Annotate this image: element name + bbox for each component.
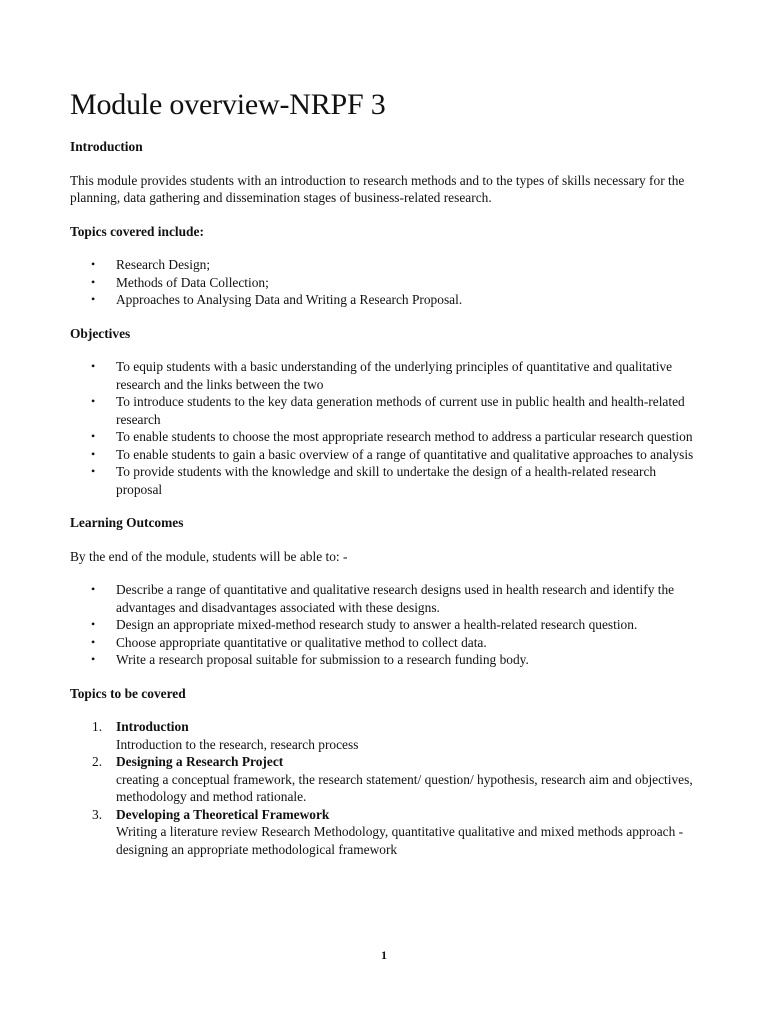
bullet-icon: • [91, 292, 96, 306]
objectives-list [70, 358, 698, 498]
list-item [70, 463, 698, 498]
list-item-text: To enable students to gain a basic overview of a range of quantitative and qualitative approaches to analysis [116, 446, 694, 462]
topics-covered-list [70, 256, 698, 309]
list-item-text: Methods of Data Collection; [116, 274, 269, 290]
list-item-text: Introduction to the research, research process [116, 736, 359, 752]
bullet-icon: • [91, 464, 96, 478]
list-item-title: Developing a Theoretical Framework [116, 806, 330, 822]
list-item [70, 806, 698, 859]
list-item-number: 3. [92, 806, 103, 822]
bullet-icon: • [91, 274, 96, 289]
introduction-heading: Introduction [70, 139, 143, 154]
list-item-title: Introduction [116, 719, 189, 734]
list-item [70, 616, 698, 634]
objectives-heading: Objectives [70, 325, 131, 341]
topics-covered-heading: Topics covered include: [70, 223, 204, 239]
list-item [70, 256, 698, 274]
list-item-text: creating a conceptual framework, the research statement/ question/ hypothesis, research aim and objectives, methodology and method rationale. [116, 771, 693, 804]
list-item [70, 291, 698, 309]
list-item [70, 753, 698, 806]
list-item-text: Research Design; [116, 257, 211, 272]
list-item-text: Describe a range of quantitative and qualitative research designs used in health research and identify the advantages and disadvantages associated with these designs. [116, 582, 675, 615]
bullet-icon: • [91, 394, 96, 408]
introduction-text: This module provides students with an introduction to research methods and to the types of skills necessary for the planning, data gathering and dissemination stages of business-related research. [70, 172, 685, 205]
list-item-text: To equip students with a basic understanding of the underlying principles of quantitative and qualitative research and the links between the two [116, 359, 673, 392]
learning-outcomes-list [70, 581, 698, 669]
learning-outcomes-heading: Learning Outcomes [70, 515, 184, 530]
bullet-icon: • [91, 582, 96, 596]
list-item-text: Choose appropriate quantitative or qualitative method to collect data. [116, 634, 487, 650]
page-title: Module overview-NRPF 3 [70, 88, 386, 121]
list-item [70, 393, 698, 428]
document-body [70, 86, 698, 858]
list-item [70, 651, 698, 669]
list-item [70, 718, 698, 753]
list-item-number: 1. [92, 719, 103, 734]
bullet-icon: • [91, 359, 96, 373]
list-item [70, 581, 698, 616]
list-item-text: To introduce students to the key data generation methods of current use in public health and health-related research [116, 394, 685, 427]
bullet-icon: • [91, 634, 96, 649]
list-item [70, 634, 698, 652]
list-item-number: 2. [92, 754, 103, 769]
bullet-icon: • [91, 446, 96, 461]
list-item-text: Writing a literature review Research Methodology, quantitative qualitative and mixed methods approach - designing an appropriate methodological framework [116, 824, 684, 857]
topics-to-cover-heading: Topics to be covered [70, 685, 186, 701]
list-item [70, 358, 698, 393]
list-item-text: Approaches to Analysing Data and Writing a Research Proposal. [116, 292, 463, 307]
bullet-icon: • [91, 652, 96, 666]
topics-to-cover-list [70, 718, 698, 858]
list-item-text: Write a research proposal suitable for submission to a research funding body. [116, 652, 529, 667]
list-item-text: To enable students to choose the most appropriate research method to address a particular research question [116, 429, 693, 444]
bullet-icon: • [91, 429, 96, 443]
page-number: 1 [381, 948, 387, 962]
bullet-icon: • [91, 257, 96, 271]
learning-outcomes-intro: By the end of the module, students will be able to: - [70, 548, 348, 564]
list-item-text: Design an appropriate mixed-method research study to answer a health-related research question. [116, 617, 638, 632]
list-item [70, 428, 698, 446]
list-item-text: To provide students with the knowledge and skill to undertake the design of a health-related research proposal [116, 464, 657, 497]
bullet-icon: • [91, 617, 96, 631]
list-item [70, 446, 698, 464]
list-item-title: Designing a Research Project [116, 754, 284, 769]
list-item [70, 274, 698, 292]
